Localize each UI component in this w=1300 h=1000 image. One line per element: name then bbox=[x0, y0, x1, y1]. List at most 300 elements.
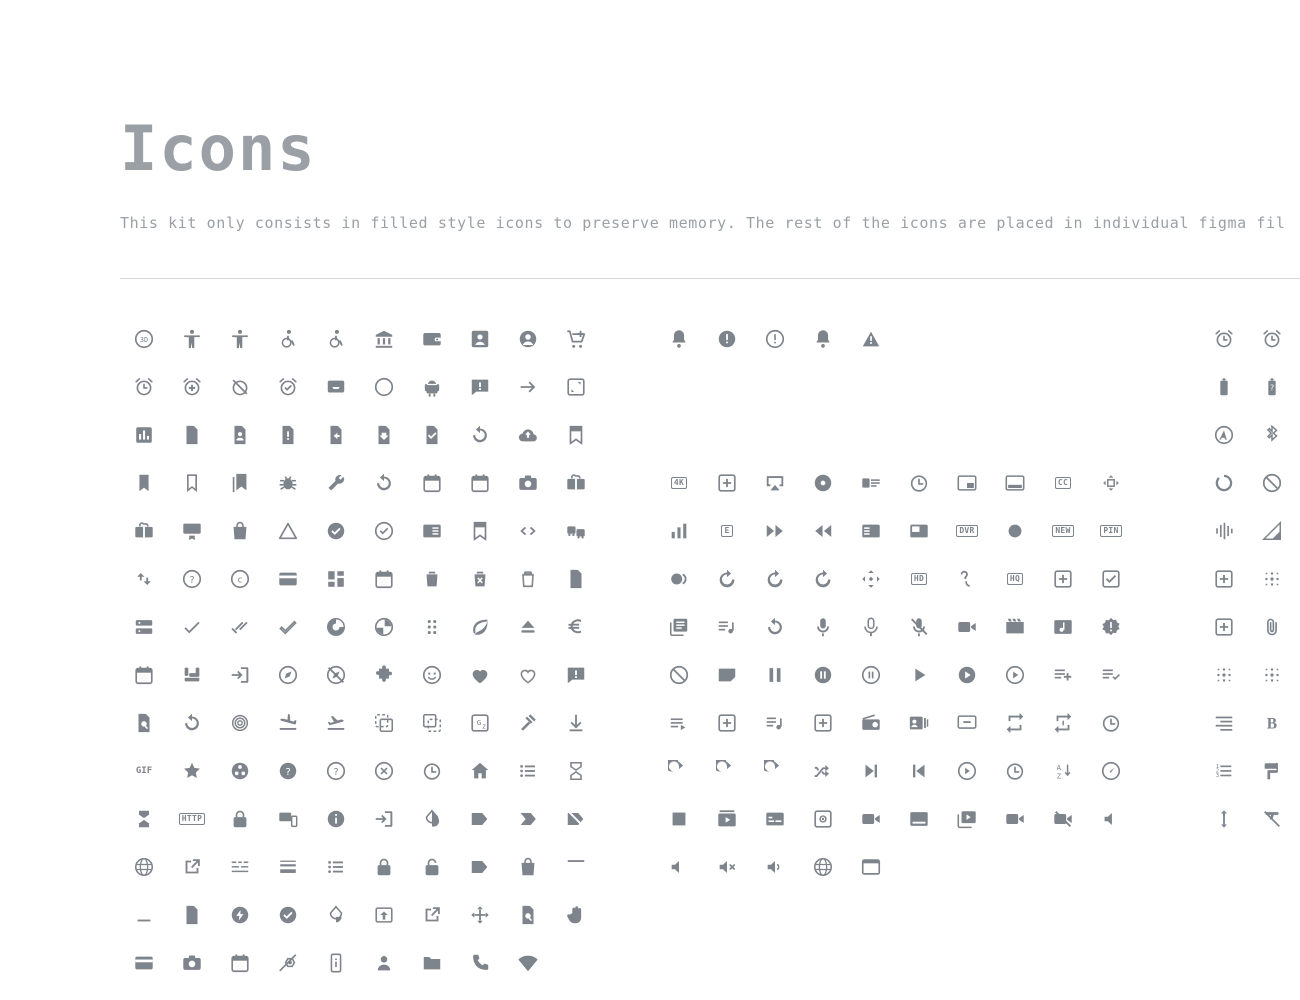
android-icon[interactable] bbox=[408, 363, 456, 411]
sort-by-alpha-icon[interactable] bbox=[1039, 747, 1087, 795]
bug-report-icon[interactable] bbox=[264, 459, 312, 507]
assignment-late-icon[interactable] bbox=[264, 411, 312, 459]
event-icon[interactable] bbox=[120, 651, 168, 699]
flip-to-back-icon[interactable] bbox=[360, 699, 408, 747]
hd-icon[interactable] bbox=[895, 555, 943, 603]
horizontal-split-icon[interactable] bbox=[504, 747, 552, 795]
volume-mute-icon[interactable] bbox=[655, 843, 703, 891]
format-paint-icon[interactable] bbox=[1248, 747, 1296, 795]
data-usage-icon[interactable] bbox=[1200, 459, 1248, 507]
control-camera-icon[interactable] bbox=[1087, 459, 1135, 507]
surround-sound-icon[interactable] bbox=[799, 795, 847, 843]
format-list-numbered-icon[interactable] bbox=[1200, 747, 1248, 795]
card-giftcard-icon[interactable] bbox=[120, 507, 168, 555]
playlist-add-icon[interactable] bbox=[1039, 651, 1087, 699]
recent-actors-icon[interactable] bbox=[895, 699, 943, 747]
open-with-icon[interactable] bbox=[456, 891, 504, 939]
play-circle-filled-icon[interactable] bbox=[943, 651, 991, 699]
credit-card-icon[interactable] bbox=[264, 555, 312, 603]
flip-to-back-icon bbox=[373, 712, 395, 734]
videocam-off-icon[interactable] bbox=[1039, 795, 1087, 843]
fast-forward-icon[interactable] bbox=[751, 507, 799, 555]
access-alarms-icon[interactable] bbox=[1248, 315, 1296, 363]
loop-icon[interactable] bbox=[751, 603, 799, 651]
call-to-action-icon[interactable] bbox=[991, 459, 1039, 507]
autorenew-icon[interactable] bbox=[456, 411, 504, 459]
dns-icon[interactable] bbox=[120, 603, 168, 651]
subtitles-icon[interactable] bbox=[751, 795, 799, 843]
http-icon[interactable] bbox=[168, 795, 216, 843]
check-circle-icon[interactable] bbox=[312, 507, 360, 555]
movie-icon[interactable] bbox=[991, 603, 1039, 651]
dns-icon bbox=[133, 616, 155, 638]
label-icon[interactable] bbox=[456, 795, 504, 843]
new-releases-icon[interactable] bbox=[1087, 603, 1135, 651]
event-seat-icon[interactable] bbox=[168, 651, 216, 699]
invert-colors-icon[interactable] bbox=[408, 795, 456, 843]
bluetooth-connected-icon[interactable] bbox=[1248, 411, 1296, 459]
add-photo-alternate-icon[interactable] bbox=[1200, 555, 1248, 603]
closed-caption-icon[interactable] bbox=[1039, 459, 1087, 507]
lock-icon[interactable] bbox=[360, 843, 408, 891]
perm-data-setting-icon[interactable] bbox=[264, 939, 312, 987]
branding-watermark-icon[interactable] bbox=[943, 459, 991, 507]
not-interested-icon[interactable] bbox=[655, 651, 703, 699]
open-in-new-icon bbox=[421, 904, 443, 926]
warning-icon bbox=[860, 328, 882, 350]
hourglass-empty-icon[interactable] bbox=[552, 747, 600, 795]
list-icon[interactable] bbox=[312, 843, 360, 891]
queue-icon[interactable] bbox=[703, 699, 751, 747]
library-music-icon[interactable] bbox=[703, 603, 751, 651]
playlist-play-icon[interactable] bbox=[655, 699, 703, 747]
attachment-icon[interactable] bbox=[1248, 603, 1296, 651]
all-out-icon[interactable] bbox=[360, 363, 408, 411]
arrow-right-alt-icon[interactable] bbox=[504, 363, 552, 411]
games-icon[interactable] bbox=[847, 555, 895, 603]
perm-scan-wifi-icon bbox=[517, 952, 539, 974]
help-outline-icon[interactable] bbox=[312, 747, 360, 795]
library-books-icon[interactable] bbox=[655, 603, 703, 651]
open-in-browser-icon[interactable] bbox=[360, 891, 408, 939]
offline-bolt-icon bbox=[229, 904, 251, 926]
bookmark-border-icon[interactable] bbox=[168, 459, 216, 507]
feedback-icon bbox=[565, 664, 587, 686]
accessibility-new-icon bbox=[229, 328, 251, 350]
pause-circle-outline-icon bbox=[860, 664, 882, 686]
info-icon[interactable] bbox=[312, 795, 360, 843]
explore-icon[interactable] bbox=[264, 651, 312, 699]
camera-enhance-icon[interactable] bbox=[504, 459, 552, 507]
videocam-icon[interactable] bbox=[991, 795, 1039, 843]
open-in-new-icon[interactable] bbox=[408, 891, 456, 939]
speed-icon[interactable] bbox=[1087, 747, 1135, 795]
perm-camera-mic-icon[interactable] bbox=[168, 939, 216, 987]
home-icon bbox=[469, 760, 491, 782]
volume-down-icon[interactable] bbox=[1087, 795, 1135, 843]
backup-icon[interactable] bbox=[504, 411, 552, 459]
help-icon[interactable] bbox=[264, 747, 312, 795]
replay-30-icon[interactable] bbox=[703, 747, 751, 795]
compare-arrows-icon[interactable] bbox=[120, 555, 168, 603]
flight-takeoff-icon[interactable] bbox=[312, 699, 360, 747]
accessibility-icon[interactable] bbox=[168, 315, 216, 363]
video-library-icon[interactable] bbox=[943, 795, 991, 843]
feedback-icon[interactable] bbox=[552, 651, 600, 699]
delete-outline-icon[interactable] bbox=[504, 555, 552, 603]
history-icon[interactable] bbox=[408, 747, 456, 795]
input-icon[interactable] bbox=[360, 795, 408, 843]
error-outline-icon[interactable] bbox=[751, 315, 799, 363]
warning-icon[interactable] bbox=[847, 315, 895, 363]
subscriptions-icon bbox=[716, 808, 738, 830]
skip-previous-icon[interactable] bbox=[895, 747, 943, 795]
build-icon[interactable] bbox=[312, 459, 360, 507]
get-app-icon[interactable] bbox=[552, 699, 600, 747]
g-translate-icon[interactable] bbox=[456, 699, 504, 747]
access-alarm-icon[interactable] bbox=[1200, 315, 1248, 363]
accessible-icon[interactable] bbox=[264, 315, 312, 363]
add-a-photo-icon[interactable] bbox=[1200, 603, 1248, 651]
donut-small-icon[interactable] bbox=[360, 603, 408, 651]
card-giftcard-alt-icon[interactable] bbox=[552, 459, 600, 507]
done-icon bbox=[181, 616, 203, 638]
error-icon[interactable] bbox=[703, 315, 751, 363]
subscriptions-icon[interactable] bbox=[703, 795, 751, 843]
fingerprint-icon[interactable] bbox=[216, 699, 264, 747]
repeat-one-icon[interactable] bbox=[1039, 699, 1087, 747]
replay-10-icon bbox=[668, 760, 690, 782]
check-circle-outline-icon[interactable] bbox=[360, 507, 408, 555]
extension-icon[interactable] bbox=[360, 651, 408, 699]
assignment-returned-icon[interactable] bbox=[360, 411, 408, 459]
commute-icon[interactable] bbox=[552, 507, 600, 555]
fingerprint-icon bbox=[229, 712, 251, 734]
pause-icon[interactable] bbox=[751, 651, 799, 699]
change-history-icon[interactable] bbox=[264, 507, 312, 555]
bookmarks-icon[interactable] bbox=[216, 459, 264, 507]
height-icon bbox=[1213, 808, 1235, 830]
important-devices-icon[interactable] bbox=[264, 795, 312, 843]
description-icon[interactable] bbox=[552, 555, 600, 603]
replay-10-icon[interactable] bbox=[655, 747, 703, 795]
chrome-reader-mode-icon[interactable] bbox=[408, 507, 456, 555]
explore-off-icon[interactable] bbox=[312, 651, 360, 699]
shuffle-icon[interactable] bbox=[799, 747, 847, 795]
add-to-queue-icon[interactable] bbox=[703, 459, 751, 507]
copyright-icon[interactable] bbox=[216, 555, 264, 603]
announcement-icon[interactable] bbox=[456, 363, 504, 411]
graphic-eq-icon[interactable] bbox=[1200, 507, 1248, 555]
line-weight-icon[interactable] bbox=[264, 843, 312, 891]
contact-support-icon[interactable] bbox=[168, 555, 216, 603]
battery-unknown-icon[interactable] bbox=[1248, 363, 1296, 411]
add-shopping-cart-icon bbox=[565, 328, 587, 350]
alarm-add-icon[interactable] bbox=[168, 363, 216, 411]
account-balance-wallet-icon[interactable] bbox=[408, 315, 456, 363]
fiber-dvr-icon: DVR bbox=[956, 525, 977, 537]
donut-large-icon[interactable] bbox=[312, 603, 360, 651]
build-icon bbox=[325, 472, 347, 494]
payment-icon[interactable] bbox=[120, 939, 168, 987]
explicit-icon[interactable] bbox=[703, 507, 751, 555]
maximize-icon[interactable] bbox=[552, 843, 600, 891]
music-video-icon[interactable] bbox=[1039, 603, 1087, 651]
video-label-icon[interactable] bbox=[895, 795, 943, 843]
account-box-icon[interactable] bbox=[456, 315, 504, 363]
done-outline-icon[interactable] bbox=[264, 603, 312, 651]
bookmark-icon[interactable] bbox=[120, 459, 168, 507]
gif-icon[interactable] bbox=[120, 747, 168, 795]
brightness-auto-icon[interactable] bbox=[1200, 411, 1248, 459]
perm-identity-icon[interactable] bbox=[360, 939, 408, 987]
card-travel-icon[interactable] bbox=[216, 507, 264, 555]
blur-circular-icon[interactable] bbox=[1248, 651, 1296, 699]
svg-text:?: ? bbox=[333, 766, 339, 778]
play-circle-outline-icon[interactable] bbox=[991, 651, 1039, 699]
find-in-page-icon[interactable] bbox=[120, 699, 168, 747]
featured-video-icon[interactable] bbox=[895, 507, 943, 555]
format-clear-icon bbox=[1261, 808, 1283, 830]
event-seat-icon bbox=[181, 664, 203, 686]
library-add-icon[interactable] bbox=[1039, 555, 1087, 603]
replay-5-icon[interactable] bbox=[751, 747, 799, 795]
blur-linear-icon[interactable] bbox=[1200, 651, 1248, 699]
videocam-icon bbox=[1004, 808, 1026, 830]
format-paint-icon bbox=[1261, 760, 1283, 782]
class-icon[interactable] bbox=[456, 507, 504, 555]
pageview-icon[interactable] bbox=[504, 891, 552, 939]
favorite-border-icon[interactable] bbox=[504, 651, 552, 699]
do-not-disturb-icon[interactable] bbox=[1248, 459, 1296, 507]
replay-30-icon bbox=[716, 760, 738, 782]
av-timer-icon[interactable] bbox=[895, 459, 943, 507]
repeat-icon bbox=[1004, 712, 1026, 734]
line-style-icon[interactable] bbox=[216, 843, 264, 891]
hourglass-full-icon[interactable] bbox=[120, 795, 168, 843]
stop-icon[interactable] bbox=[655, 795, 703, 843]
skip-next-icon bbox=[860, 760, 882, 782]
highlight-off-icon[interactable] bbox=[360, 747, 408, 795]
accessibility-new-icon[interactable] bbox=[216, 315, 264, 363]
format-align-right-icon[interactable] bbox=[1200, 699, 1248, 747]
delete-icon[interactable] bbox=[408, 555, 456, 603]
fiber-new-icon: NEW bbox=[1052, 525, 1073, 537]
mic-none-icon[interactable] bbox=[847, 603, 895, 651]
label-off-icon[interactable] bbox=[552, 795, 600, 843]
language-icon[interactable] bbox=[120, 843, 168, 891]
flip-to-front-icon[interactable] bbox=[408, 699, 456, 747]
alarm-off-icon[interactable] bbox=[216, 363, 264, 411]
icon-cell-empty bbox=[751, 363, 799, 411]
4k-icon[interactable] bbox=[655, 459, 703, 507]
replay-icon[interactable] bbox=[1087, 699, 1135, 747]
fiber-dvr-icon[interactable] bbox=[943, 507, 991, 555]
done-outline-icon bbox=[277, 616, 299, 638]
queue-music-icon[interactable] bbox=[751, 699, 799, 747]
add-shopping-cart-icon[interactable] bbox=[552, 315, 600, 363]
maximize-icon bbox=[565, 856, 587, 878]
mic-icon[interactable] bbox=[799, 603, 847, 651]
launch-icon[interactable] bbox=[168, 843, 216, 891]
minimize-icon[interactable] bbox=[120, 891, 168, 939]
forward-30-icon[interactable] bbox=[751, 555, 799, 603]
dashboard-icon[interactable] bbox=[312, 555, 360, 603]
volume-up-icon[interactable] bbox=[751, 843, 799, 891]
accessible-forward-icon bbox=[325, 328, 347, 350]
pause-icon bbox=[764, 664, 786, 686]
lock-open-icon[interactable] bbox=[408, 843, 456, 891]
mic-off-icon[interactable] bbox=[895, 603, 943, 651]
favorite-icon[interactable] bbox=[456, 651, 504, 699]
featured-play-list-icon[interactable] bbox=[847, 507, 895, 555]
network-cell-icon[interactable] bbox=[1248, 507, 1296, 555]
forward-5-icon[interactable] bbox=[799, 555, 847, 603]
icon-cell-empty bbox=[943, 411, 991, 459]
playlist-add-check-icon[interactable] bbox=[1087, 651, 1135, 699]
offline-pin-icon[interactable] bbox=[264, 891, 312, 939]
drag-indicator-icon[interactable] bbox=[408, 603, 456, 651]
done-all-icon[interactable] bbox=[216, 603, 264, 651]
eject-icon[interactable] bbox=[504, 603, 552, 651]
aspect-ratio-icon[interactable] bbox=[552, 363, 600, 411]
shuffle-icon bbox=[812, 760, 834, 782]
notification-important-icon[interactable] bbox=[799, 315, 847, 363]
icon-cell-empty bbox=[751, 411, 799, 459]
assignment-ind-icon[interactable] bbox=[216, 411, 264, 459]
assignment-return-icon[interactable] bbox=[312, 411, 360, 459]
fiber-smart-record-icon[interactable] bbox=[655, 555, 703, 603]
battery-full-icon[interactable] bbox=[1200, 363, 1248, 411]
find-replace-icon[interactable] bbox=[168, 699, 216, 747]
calendar-today-icon[interactable] bbox=[408, 459, 456, 507]
delete-outline-icon bbox=[517, 568, 539, 590]
battery-unknown-icon bbox=[1261, 376, 1283, 398]
height-icon[interactable] bbox=[1200, 795, 1248, 843]
radio-icon[interactable] bbox=[847, 699, 895, 747]
cached-icon[interactable] bbox=[360, 459, 408, 507]
page-subtitle: This kit only consists in filled style icons to preserve memory. The rest of the icons are placed in individual figma fil bbox=[120, 214, 1286, 232]
missed-video-call-icon bbox=[956, 616, 978, 638]
video-call-icon[interactable] bbox=[847, 795, 895, 843]
home-icon[interactable] bbox=[456, 747, 504, 795]
library-add-check-icon[interactable] bbox=[1087, 555, 1135, 603]
pause-circle-outline-icon[interactable] bbox=[847, 651, 895, 699]
date-range-icon[interactable] bbox=[360, 555, 408, 603]
gavel-icon[interactable] bbox=[504, 699, 552, 747]
icon-cell-empty bbox=[847, 363, 895, 411]
perm-phone-msg-icon[interactable] bbox=[456, 939, 504, 987]
high-quality-icon[interactable] bbox=[991, 555, 1039, 603]
pan-tool-icon[interactable] bbox=[552, 891, 600, 939]
web-asset-icon[interactable] bbox=[847, 843, 895, 891]
https-icon[interactable] bbox=[216, 795, 264, 843]
format-clear-icon[interactable] bbox=[1248, 795, 1296, 843]
http-icon: HTTP bbox=[179, 813, 205, 825]
favorite-border-icon bbox=[517, 664, 539, 686]
pageview-icon bbox=[517, 904, 539, 926]
forward-10-icon bbox=[716, 568, 738, 590]
eco-icon[interactable] bbox=[456, 603, 504, 651]
note-icon[interactable] bbox=[703, 651, 751, 699]
opacity-icon[interactable] bbox=[312, 891, 360, 939]
alarm-on-icon[interactable] bbox=[264, 363, 312, 411]
airplay-icon[interactable] bbox=[751, 459, 799, 507]
hearing-icon[interactable] bbox=[943, 555, 991, 603]
new-releases-icon bbox=[1100, 616, 1122, 638]
grade-icon[interactable] bbox=[168, 747, 216, 795]
markunread-mailbox-icon[interactable] bbox=[504, 843, 552, 891]
art-track-icon[interactable] bbox=[847, 459, 895, 507]
account-balance-icon[interactable] bbox=[360, 315, 408, 363]
face-icon[interactable] bbox=[408, 651, 456, 699]
card-membership-icon[interactable] bbox=[168, 507, 216, 555]
fiber-pin-icon[interactable] bbox=[1087, 507, 1135, 555]
repeat-icon[interactable] bbox=[991, 699, 1039, 747]
accessible-forward-icon[interactable] bbox=[312, 315, 360, 363]
play-arrow-icon[interactable] bbox=[895, 651, 943, 699]
web-icon[interactable] bbox=[799, 843, 847, 891]
assignment-turned-in-icon[interactable] bbox=[408, 411, 456, 459]
equalizer-icon[interactable] bbox=[655, 507, 703, 555]
note-add-icon bbox=[181, 904, 203, 926]
pause-circle-filled-icon[interactable] bbox=[799, 651, 847, 699]
delete-forever-icon[interactable] bbox=[456, 555, 504, 603]
all-inbox-icon[interactable] bbox=[312, 363, 360, 411]
code-icon[interactable] bbox=[504, 507, 552, 555]
web-icon bbox=[812, 856, 834, 878]
offline-bolt-icon[interactable] bbox=[216, 891, 264, 939]
contact-support-icon bbox=[181, 568, 203, 590]
group-work-icon[interactable] bbox=[216, 747, 264, 795]
slow-motion-video-icon[interactable] bbox=[943, 747, 991, 795]
volume-off-icon[interactable] bbox=[703, 843, 751, 891]
perm-contact-calendar-icon[interactable] bbox=[216, 939, 264, 987]
exit-to-app-icon[interactable] bbox=[216, 651, 264, 699]
fiber-manual-record-icon[interactable] bbox=[991, 507, 1039, 555]
blur-on-icon[interactable] bbox=[1248, 555, 1296, 603]
add-alert-icon[interactable] bbox=[655, 315, 703, 363]
remove-from-queue-icon[interactable] bbox=[943, 699, 991, 747]
missed-video-call-icon[interactable] bbox=[943, 603, 991, 651]
assignment-icon[interactable] bbox=[168, 411, 216, 459]
account-circle-icon[interactable] bbox=[504, 315, 552, 363]
book-icon[interactable] bbox=[552, 411, 600, 459]
album-icon[interactable] bbox=[799, 459, 847, 507]
perm-scan-wifi-icon[interactable] bbox=[504, 939, 552, 987]
alarm-icon bbox=[133, 376, 155, 398]
perm-device-information-icon[interactable] bbox=[312, 939, 360, 987]
calendar-view-day-icon[interactable] bbox=[456, 459, 504, 507]
snooze-icon[interactable] bbox=[991, 747, 1039, 795]
done-icon[interactable] bbox=[168, 603, 216, 651]
euro-symbol-icon[interactable] bbox=[552, 603, 600, 651]
assessment-icon[interactable] bbox=[120, 411, 168, 459]
fiber-new-icon[interactable] bbox=[1039, 507, 1087, 555]
perm-media-icon[interactable] bbox=[408, 939, 456, 987]
queue-play-next-icon[interactable] bbox=[799, 699, 847, 747]
skip-next-icon[interactable] bbox=[847, 747, 895, 795]
fast-rewind-icon[interactable] bbox=[799, 507, 847, 555]
loyalty-icon[interactable] bbox=[456, 843, 504, 891]
flight-land-icon[interactable] bbox=[264, 699, 312, 747]
3d-rotation-icon[interactable] bbox=[120, 315, 168, 363]
note-add-icon[interactable] bbox=[168, 891, 216, 939]
forward-10-icon[interactable] bbox=[703, 555, 751, 603]
format-bold-icon[interactable] bbox=[1248, 699, 1296, 747]
alarm-icon[interactable] bbox=[120, 363, 168, 411]
label-important-icon[interactable] bbox=[504, 795, 552, 843]
